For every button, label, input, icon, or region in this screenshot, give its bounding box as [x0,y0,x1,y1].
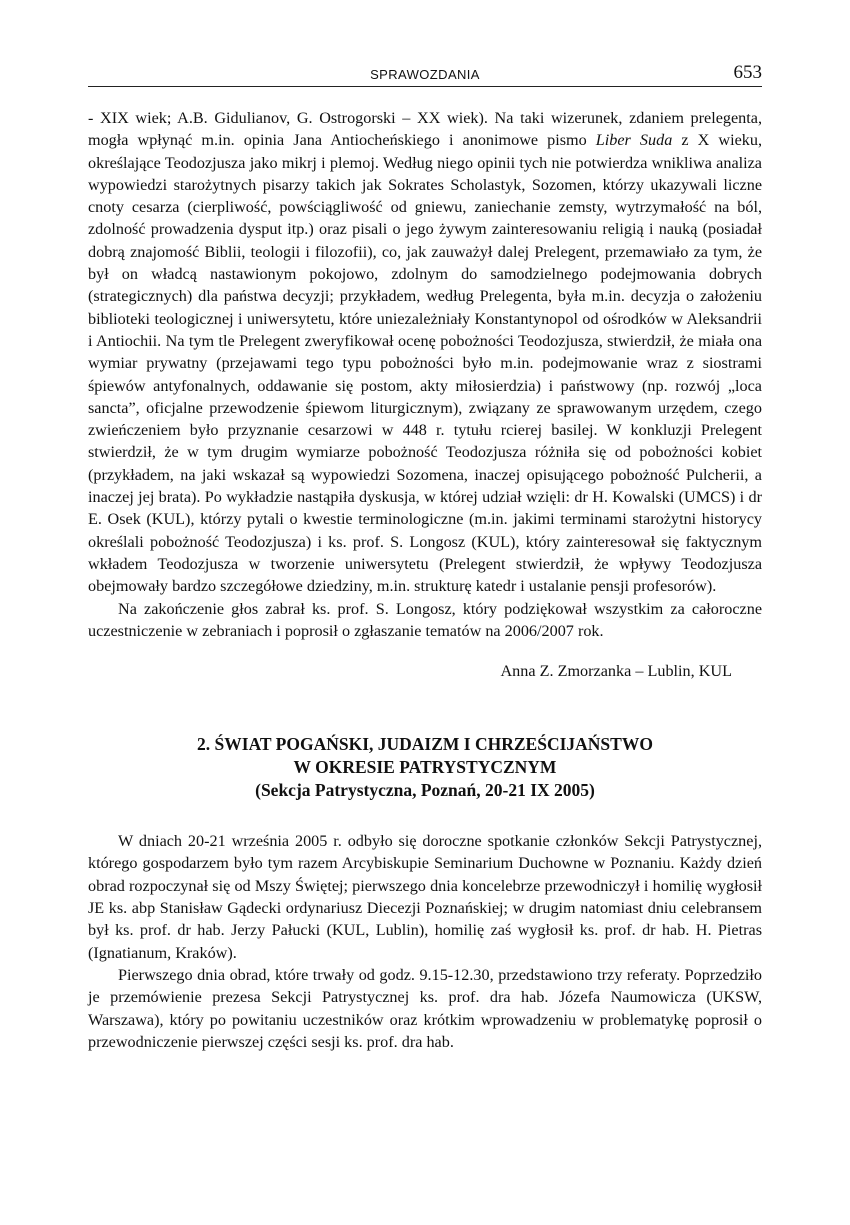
section-heading [88,733,762,802]
report-body [88,107,762,642]
paragraph-text: - XIX wiek; A.B. Gidulianov, G. Ostrogorski – XX wiek). Na taki wizerunek, zdaniem prelegenta, mogła wpłynąć m.in. opinia Jana Antiocheńskiego i anonimowe pismo [88,109,762,150]
section-title-line: W OKRESIE PATRYSTYCZNYM [293,757,557,778]
paragraph-closing: Na zakończenie głos zabrał ks. prof. S. Longosz, który podziękował wszystkim za całoroczne uczestniczenie w zebraniach i poprosił o zgłaszanie tematów na 2006/2007 rok. [88,599,762,640]
section-paragraph: W dniach 20-21 września 2005 r. odbyło się doroczne spotkanie członków Sekcji Patrystycznej, którego gospodarzem było tym razem Arcybiskupie Seminarium Duchowne w Poznaniu. Każdy dzień obrad rozpoczynał się od Mszy Świętej; pierwszego dnia koncelebrze przewodniczył i homilię wygłosił JE ks. abp Stanisław Gądecki ordynariusz Diecezji Poznańskiej; w drugim natomiast dniu celebransem był ks. prof. dr hab. Jerzy Pałucki (KUL, Lublin), homilię zaś wygłosił ks. prof. dr hab. H. Pietras (Ignatianum, Kraków). [88,832,762,962]
running-head-title: SPRAWOZDANIA [370,67,480,82]
running-head [88,62,762,87]
document-page [88,62,762,1053]
page-number: 653 [733,62,762,83]
paragraph-continued [88,107,762,598]
section-title-line: 2. ŚWIAT POGAŃSKI, JUDAIZM I CHRZEŚCIJAŃSTWO [197,734,653,755]
section-body [88,830,762,1053]
section-subtitle: (Sekcja Patrystyczna, Poznań, 20-21 IX 2005) [255,780,595,801]
author-signature: Anna Z. Zmorzanka – Lublin, KUL [500,662,732,681]
italic-title: Liber Suda [595,131,673,150]
paragraph-text: z X wieku, określające Teodozjusza jako mikrj i plemoj. Według niego opinii tych nie potwierdza wnikliwa analiza wypowiedzi starożytnych pisarzy takich jak Sokrates Scholastyk, Sozomen, którzy ukazywali liczne cnoty cesarza (cierpliwość, powściągliwość od gniewu, zaniechanie zemsty, wytrzymałość na ból, zdolność prowadzenia dysput itp.) oraz pisali o jego żywym zainteresowaniu religią i nauką (posiadał dobrą znajomość Biblii, teologii i filozofii), co, jak zauważył dalej Prelegent, przemawiało za tym, że był on władcą nastawionym pokojowo, zdolnym do samodzielnego podejmowania dobrych (strategicznych) dla państwa decyzji; przykładem, według Prelegenta, była m.in. decyzja o założeniu biblioteki teologicznej i uniwersytetu, które uniezależniały Konstantynopol od ośrodków w Aleksandrii i Antiochii. Na tym tle Prelegent zweryfikował ocenę pobożności Teodozjusza, stwierdził, że miała ona wymiar prywatny (przejawami tego typu pobożności było m.in. podejmowanie wraz z siostrami śpiewów antyfonalnych, oddawanie się postom, akty miłosierdzia) i państwowy (np. rozwój „loca sancta”, oficjalne przewodzenie śpiewom liturgicznym), związany ze sprawowanym urzędem, czego zwieńczeniem było przyznanie cesarzowi w 448 r. tytułu rcierej basilej. W konkluzji Prelegent stwierdził, że w tym drugim wymiarze pobożność Teodozjusza różniła się od pobożności kobiet (przykładem, na jaki wskazał są wypowiedzi Sozomena, inaczej opisującego pobożność Pulcherii, a inaczej jej brata). Po wykładzie nastąpiła dyskusja, w której udział wzięli: dr H. Kowalski (UMCS) i dr E. Osek (KUL), którzy pytali o kwestie terminologiczne (m.in. jakimi terminami starożytni historycy określali pobożność Teodozjusza) i ks. prof. S. Longosz (KUL), który zainteresował się faktycznym wkładem Teodozjusza w tworzenie uniwersytetu (Prelegent stwierdził, że wpływy Teodozjusza obejmowały bardzo szczegółowe dziedziny, m.in. strukturę katedr i ustalanie pensji profesorów). [88,131,762,596]
section-paragraph: Pierwszego dnia obrad, które trwały od godz. 9.15-12.30, przedstawiono trzy referaty. Poprzedziło je przemówienie prezesa Sekcji Patrystycznej ks. prof. dra hab. Józefa Naumowicza (UKSW, Warszawa), który po powitaniu uczestników oraz krótkim wprowadzeniu w problematykę poprosił o przewodniczenie pierwszej części sesji ks. prof. dra hab. [88,965,762,1051]
